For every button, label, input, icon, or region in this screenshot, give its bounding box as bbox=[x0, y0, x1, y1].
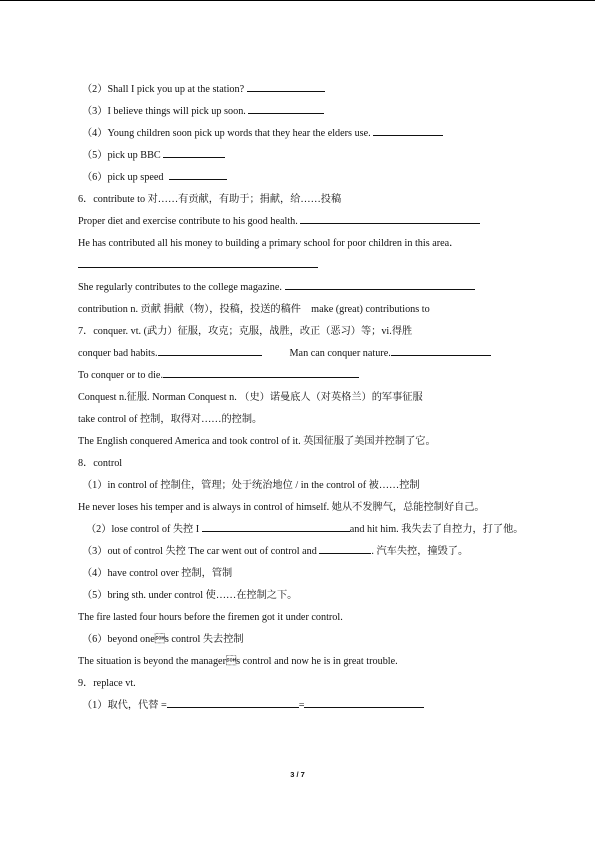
list-item: （4）have control over 控制，管制 bbox=[82, 568, 233, 579]
answer-blank[interactable] bbox=[319, 541, 371, 554]
section-heading: 8．control bbox=[78, 458, 123, 469]
answer-blank[interactable] bbox=[158, 343, 262, 356]
section-heading: 6．contribute to 对……有贡献，有助于；捐献，给……投稿 bbox=[78, 194, 342, 205]
example-sentence: She regularly contributes to the college magazine. bbox=[78, 277, 548, 299]
example-sentence: The English conquered America and took control of it. 英国征服了美国并控制了它。 bbox=[78, 436, 436, 447]
top-rule bbox=[0, 0, 595, 1]
answer-line bbox=[78, 255, 548, 277]
answer-blank[interactable] bbox=[300, 211, 480, 224]
example-sentence: He never loses his temper and is always in control of himself. 她从不发脾气，总能控制好自己。 bbox=[78, 502, 485, 513]
list-item: （3）out of control 失控 The car went out of control and . 汽车失控，撞毁了。 bbox=[78, 541, 548, 563]
example-sentence: Proper diet and exercise contribute to his good health. bbox=[78, 211, 548, 233]
section-heading: 7．conquer. vt. (武力）征服，攻克；克服，战胜，改正（恶习）等；vi.得胜 bbox=[78, 326, 413, 337]
list-item: （1）取代，代替 = = bbox=[78, 695, 548, 717]
answer-blank[interactable] bbox=[248, 101, 324, 114]
answer-blank[interactable] bbox=[285, 277, 475, 290]
answer-blank[interactable] bbox=[78, 255, 318, 268]
answer-blank[interactable] bbox=[373, 123, 443, 136]
vocab-note: Conquest n.征服. Norman Conquest n. （史）诺曼底人（对英格兰）的军事征服 bbox=[78, 392, 423, 403]
list-item: （2）lose control of 失控 I and hit him. 我失去了自控力，打了他。 bbox=[62, 519, 552, 541]
vocab-note: take control of 控制，取得对……的控制。 bbox=[78, 414, 263, 425]
list-item: （4）Young children soon pick up words that they hear the elders use. bbox=[78, 123, 548, 145]
example-sentence: conquer bad habits. Man can conquer nature. bbox=[78, 343, 548, 365]
answer-blank[interactable] bbox=[304, 695, 424, 708]
example-sentence: He has contributed all his money to building a primary school for poor children in this area． bbox=[78, 238, 460, 249]
answer-blank[interactable] bbox=[163, 145, 225, 158]
worksheet-body bbox=[78, 79, 548, 717]
section-heading: 9．replace vt. bbox=[78, 678, 136, 689]
answer-blank[interactable] bbox=[169, 167, 227, 180]
list-item: （5）bring sth. under control 使……在控制之下。 bbox=[82, 590, 298, 601]
list-item: （6）beyond ones control 失去控制 bbox=[82, 634, 244, 645]
answer-blank[interactable] bbox=[167, 695, 299, 708]
list-item: （6）pick up speed bbox=[78, 167, 548, 189]
page-number: 3 / 7 bbox=[290, 770, 305, 779]
answer-blank[interactable] bbox=[202, 519, 350, 532]
list-item: （1）in control of 控制住，管理；处于统治地位 / in the control of 被……控制 bbox=[82, 480, 420, 491]
answer-blank[interactable] bbox=[163, 365, 359, 378]
vocab-note: contribution n. 贡献 捐献（物），投稿，投送的稿件 make (great) contributions to bbox=[78, 304, 430, 315]
example-sentence: The situation is beyond the managers control and now he is in great trouble. bbox=[78, 656, 398, 667]
list-item: （5）pick up BBC bbox=[78, 145, 548, 167]
list-item: （3）I believe things will pick up soon. bbox=[78, 101, 548, 123]
example-sentence: To conquer or to die. bbox=[78, 365, 548, 387]
answer-blank[interactable] bbox=[391, 343, 491, 356]
list-item: （2）Shall I pick you up at the station? bbox=[78, 79, 548, 101]
answer-blank[interactable] bbox=[247, 79, 325, 92]
example-sentence: The fire lasted four hours before the firemen got it under control. bbox=[78, 612, 343, 623]
